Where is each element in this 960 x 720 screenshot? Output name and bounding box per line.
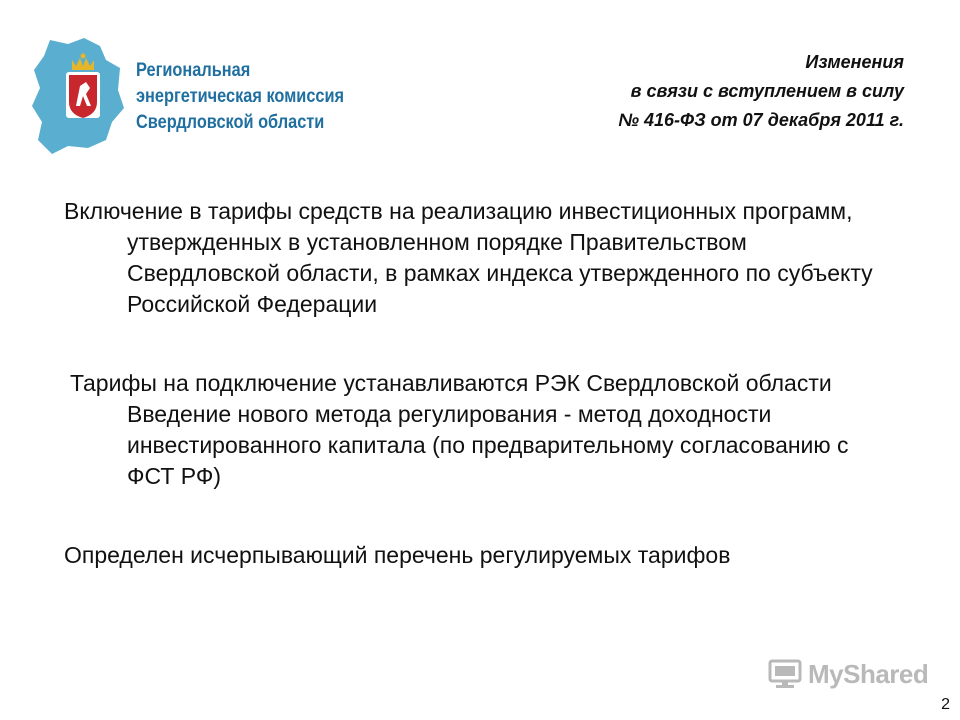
logo-line-3: Свердловской области bbox=[136, 112, 325, 133]
watermark-text: MyShared bbox=[808, 658, 929, 689]
title-line-2: в связи с вступлением в силу bbox=[630, 81, 904, 101]
logo-line-2: энергетическая комиссия bbox=[136, 86, 345, 107]
title-line-1: Изменения bbox=[805, 52, 904, 72]
myshared-watermark bbox=[768, 656, 928, 692]
paragraph-regulated-tariffs: Определен исчерпывающий перечень регулируемых тарифов bbox=[64, 542, 731, 568]
sverdlovsk-map-emblem-icon bbox=[28, 36, 128, 156]
slide-title bbox=[618, 48, 904, 135]
rek-logo bbox=[28, 36, 378, 156]
paragraph-connection-tariffs: Тарифы на подключение устанавливаются РЭК Свердловской области Введение нового метода регулирования - метод доходности инвестированного капитала (по предварительному согласованию с ФСТ РФ) bbox=[70, 370, 849, 489]
myshared-logo-icon bbox=[768, 659, 802, 689]
page-number: 2 bbox=[941, 696, 950, 713]
paragraph-investment-programs: Включение в тарифы средств на реализацию инвестиционных программ, утвержденных в установленном порядке Правительством Свердловской области, в рамках индекса утвержденного по субъекту Российской Федерации bbox=[64, 198, 873, 317]
logo-line-1: Региональная bbox=[136, 60, 251, 81]
logo-text bbox=[136, 58, 344, 136]
title-line-3: № 416-ФЗ от 07 декабря 2011 г. bbox=[618, 110, 904, 130]
